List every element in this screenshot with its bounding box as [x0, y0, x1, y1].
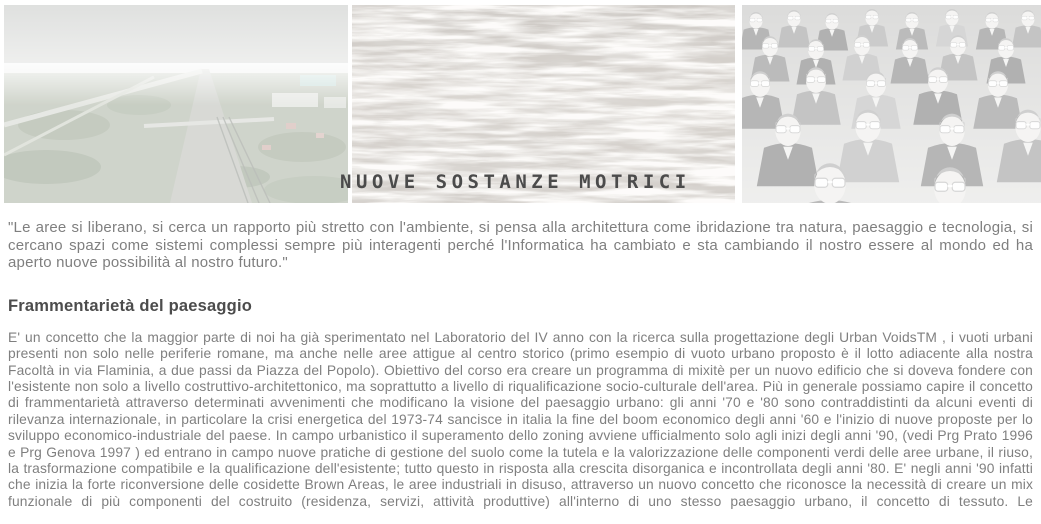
aerial-cityscape-illustration: [4, 5, 348, 203]
header-collage: [0, 0, 1041, 208]
section-body: E' un concetto che la maggior parte di noi ha già sperimentato nel Laboratorio del IV anno con la ricerca sulla progettazione degli Urban VoidsTM , i vuoti urbani presenti non solo nelle periferie romane, ma anche nelle aree attigue al centro storico (primo esempio di vuoto urbano proposto è il lotto adiacente alla nostra Facoltà in via Flaminia, a due passi da Piazza del Popolo). Obiettivo del corso era creare un programma di mixitè per un nuovo edificio che si doveva fondere con l'esistente non solo a livello costruttivo-architettonico, ma soprattutto a livello di riqualificazione socio-culturale dell'area. Più in generale possiamo capire il concetto di frammentarietà attraverso determinati avvenimenti che modificano la visione del paesaggio urbano: gli anni '70 e '80 sono contraddistinti da alcuni eventi di rilevanza internazionale, in particolare la crisi energetica del 1973-74 sancisce in italia la fine del boom economico degli anni '60 e l'inizio di nuove proposte per lo sviluppo economico-industriale del paese. In campo urbanistico il superamento dello zoning avviene ufficialmento solo agli inizi degli anni '90, (vedi Prg Prato 1996 e Prg Genova 1997 ) ed entrano in campo nuove pratiche di gestione del suolo come la tutela e la valorizzazione delle componenti verdi delle aree urbane, il riuso, la trasformazione compatibile e la qualificazione dell'esistente; tutto questo in risposta alla crescita disorganica e incontrollata degli anni '80. E' negli anni '90 infatti che inizia la forte riconversione delle cosidette Brown Areas, le aree industriali in disuso, attraverso un nuovo concetto che riconosce la necessità di creare un mix funzionale di più componenti del costruito (residenza, servizi, attività produttive) all'interno di uno stesso paesaggio urbano, il concetto di tessuto. Le: [8, 329, 1033, 509]
page-title: NUOVE SOSTANZE MOTRICI: [340, 171, 691, 193]
section-heading: Frammentarietà del paesaggio: [8, 296, 253, 315]
3d-audience-illustration: [742, 5, 1041, 203]
header-image-aerial-cityscape: [4, 5, 348, 203]
intro-quote: "Le aree si liberano, si cerca un rapporto più stretto con l'ambiente, si pensa alla architettura come ibridazione tra natura, paesaggio e tecnologia, si cercano spazi come sistemi complessi sempre più interagenti perché l'Informatica ha cambiato e sta cambiando il nostro essere al mondo ed ha aperto nuove possibilità al nostro futuro.": [8, 219, 1033, 272]
header-image-3d-audience: [742, 5, 1041, 203]
article-content: [0, 219, 1041, 510]
